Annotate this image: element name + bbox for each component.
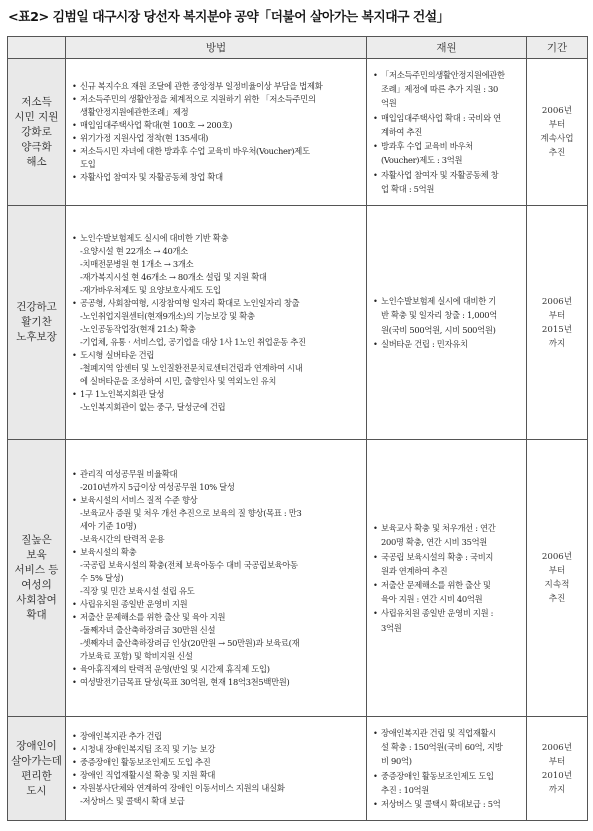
list-item: • 장애인복지관 추가 건립 <box>72 730 362 743</box>
period-cell <box>527 717 588 821</box>
list-item: -2010년까지 5급이상 여성공무원 10% 달성 <box>80 481 235 492</box>
funding-list <box>367 294 526 351</box>
list-item: • 중증장애인 활동보조인제도 도입 추진 <box>72 756 362 769</box>
period-line: 부터 <box>548 756 566 767</box>
category-line: 장애인이 <box>16 739 57 752</box>
period-line: 2006년 <box>541 296 573 307</box>
list-item: 원과 연계하여 추진 <box>381 565 448 576</box>
funding-cell <box>367 717 527 821</box>
list-item: 200명 확충, 연간 시비 35억원 <box>381 537 488 548</box>
period-line: 지속적 <box>544 580 570 590</box>
list-item: • 보육시설의 서비스 질적 수준 향상 <box>72 494 362 507</box>
period-line: 2010년 <box>541 770 573 781</box>
category-line: 도시 <box>26 784 47 797</box>
funding-cell <box>367 206 527 440</box>
period-line: 2006년 <box>541 106 573 116</box>
method-list <box>66 232 366 414</box>
list-item: • 시청내 장애인복지팀 조직 및 기능 보강 <box>72 743 362 756</box>
list-item: 수 5% 달성) <box>80 572 124 583</box>
list-item: • 저소득주민의 생활안정을 체계적으로 지원하기 위한 「저소득주민의 <box>72 93 362 106</box>
category-line: 확대 <box>26 609 47 621</box>
list-item: 억원 <box>381 98 397 109</box>
list-item: 반 확충 및 일자리 창출 : 1,000억 <box>381 310 497 321</box>
list-item: -보육시간의 탄력적 운용 <box>80 533 165 544</box>
list-item: -치매전문병원 현 1개소 → 3개소 <box>80 258 194 269</box>
header-funding: 재원 <box>367 37 527 59</box>
list-item: • 사립유치원 종일반 운영비 지원 : <box>373 606 522 620</box>
funding-list <box>367 726 526 811</box>
category-line: 서비스 등 <box>14 564 59 576</box>
list-item: -노인복지회관이 없는 중구, 달성군에 건립 <box>80 401 226 412</box>
list-item: 육아 지원 : 연간 시비 40억원 <box>381 594 483 605</box>
list-item: • 육아휴직제의 탄력적 운영(반일 및 시간제 휴직제 도입) <box>72 663 362 676</box>
method-list <box>66 730 366 808</box>
list-item: • 여성발전기금목표 달성(목표 30억원, 현재 18억3천5백만원) <box>72 676 362 689</box>
period-line: 추진 <box>548 594 566 604</box>
period-cell <box>527 59 588 206</box>
list-item: 가보육료 포함) 및 학비지원 신설 <box>80 650 193 661</box>
list-item: • 실버타운 건립 : 민자유치 <box>373 337 522 351</box>
list-item: 도입 <box>80 159 96 169</box>
list-item: 원(국비 500억원, 시비 500억원) <box>381 324 496 335</box>
header-method: 방법 <box>66 37 367 59</box>
list-item: • 저상버스 및 콜택시 확대보급 : 5억 <box>373 797 522 811</box>
list-item: • 보육시설의 확충 <box>72 546 362 559</box>
list-item: -보육교사 증원 및 처우 개선 추진으로 보육의 질 향상(목표 : 만3 <box>80 507 302 518</box>
category-line: 편리한 <box>21 769 52 782</box>
category-line: 보육 <box>26 549 47 561</box>
list-item: • 저출산 문제해소를 위한 출산 및 육아 지원 <box>72 611 362 624</box>
header-category <box>8 37 66 59</box>
list-item: -둘째자녀 출산축하장려금 30만원 신설 <box>80 624 216 635</box>
list-item: -재가바우처제도 및 요양보호사제도 도입 <box>80 284 221 295</box>
list-item: • 중증장애인 활동보조인제도 도입 <box>373 769 522 783</box>
period-cell <box>527 440 588 717</box>
list-item: 설 확충 : 150억원(국비 60억, 지방 <box>381 742 503 753</box>
table-row <box>8 440 588 717</box>
list-item: -기업체, 유통 · 서비스업, 공기업을 대상 1사 1노인 취업운동 추진 <box>80 336 306 347</box>
list-item: -셋째자녀 출산축하장려금 인상(20만원 → 50만원)과 보육료(재 <box>80 637 300 648</box>
category-cell <box>8 59 66 206</box>
list-item: -요양시설 현 22개소 → 40개소 <box>80 245 188 256</box>
table-row <box>8 59 588 206</box>
welfare-pledge-table <box>7 36 588 821</box>
category-line: 강화로 <box>21 125 52 138</box>
funding-cell <box>367 59 527 206</box>
header-period: 기간 <box>527 37 588 59</box>
category-line: 건강하고 <box>16 301 57 313</box>
category-line: 질높은 <box>21 534 52 546</box>
list-item: • 도시형 실버타운 건립 <box>72 349 362 362</box>
list-item: • 자원봉사단체와 연계하여 장애인 이동서비스 지원의 내실화 <box>72 782 362 795</box>
header-row <box>8 37 588 59</box>
period-line: 부터 <box>548 120 566 130</box>
list-item: 계하여 추진 <box>381 126 422 137</box>
list-item: 3억원 <box>381 622 402 633</box>
list-item: • 자활사업 참여자 및 자활공동체 창 <box>373 168 522 182</box>
category-line: 여성의 <box>21 579 52 591</box>
list-item: 조례」제정에 따른 추가 지원 : 30 <box>381 84 499 95</box>
list-item: -국공립 보육시설의 확충(전체 보육아동수 대비 국공립보육아동 <box>80 559 298 570</box>
period-line: 2006년 <box>541 552 573 562</box>
period-line: 2015년 <box>541 324 573 335</box>
category-line: 살아가는데 <box>11 754 62 767</box>
list-item: -직장 및 민간 보육시설 설립 유도 <box>80 585 195 596</box>
table-row <box>8 206 588 440</box>
category-line: 노후보장 <box>16 331 57 343</box>
list-item: • 국공립 보육시설의 확충 : 국비지 <box>373 550 522 564</box>
period-line: 계속사업 <box>540 134 574 144</box>
list-item: • 사립유치원 종일반 운영비 지원 <box>72 598 362 611</box>
list-item: 생활안정지원에관한조례」제정 <box>80 107 189 117</box>
period-line: 부터 <box>548 310 566 321</box>
period-cell <box>527 206 588 440</box>
list-item: • 장애인 직업재활시설 확충 및 지원 확대 <box>72 769 362 782</box>
list-item: • 매입임대주택사업 확대(현 100호 → 200호) <box>72 119 362 132</box>
category-line: 양극화 <box>21 140 52 153</box>
category-line: 사회참여 <box>16 594 57 606</box>
period-line: 까지 <box>548 338 566 349</box>
list-item: 세아 기준 10명) <box>80 520 137 531</box>
category-line: 시민 지원 <box>14 110 59 123</box>
list-item: -저상버스 및 콜택시 확대 보급 <box>80 795 185 806</box>
method-cell <box>66 59 367 206</box>
table-row <box>8 717 588 821</box>
method-cell <box>66 717 367 821</box>
category-line: 해소 <box>26 155 47 168</box>
category-cell <box>8 717 66 821</box>
list-item: 에 실버타운을 조성하여 시민, 출향인사 및 역외노인 유치 <box>80 375 277 386</box>
category-cell <box>8 206 66 440</box>
method-cell <box>66 440 367 717</box>
list-item: • 매입임대주택사업 확대 : 국비와 연 <box>373 111 522 125</box>
list-item: • 보육교사 확충 및 처우개선 : 연간 <box>373 521 522 535</box>
list-item: • 위기가정 지원사업 정착(현 135세대) <box>72 132 362 145</box>
method-list <box>66 468 366 689</box>
list-item: • 저소득시민 자녀에 대한 방과후 수업 교육비 바우처(Voucher)제도 <box>72 145 362 158</box>
list-item: • 신규 복지수요 재원 조달에 관한 중앙정부 일정비율이상 부담을 법제화 <box>72 80 362 93</box>
list-item: • 공공형, 사회참여형, 시장참여형 일자리 확대로 노인일자리 창출 <box>72 297 362 310</box>
list-item: 비 90억) <box>381 756 412 767</box>
list-item: • 방과후 수업 교육비 바우처 <box>373 139 522 153</box>
list-item: -노인취업지원센터(현재9개소)의 기능보강 및 확충 <box>80 310 255 321</box>
list-item: -노인공동작업장(현재 21소) 확충 <box>80 323 196 334</box>
category-line: 활기찬 <box>21 316 52 328</box>
period-line: 부터 <box>548 566 566 576</box>
list-item: • 장애인복지관 건립 및 직업재활시 <box>373 726 522 740</box>
list-item: • 「저소득주민의생활안정지원에관한 <box>373 68 522 82</box>
list-item: 추진 : 10억원 <box>381 784 429 795</box>
method-cell <box>66 206 367 440</box>
category-cell <box>8 440 66 717</box>
list-item: • 1구 1노인복지회관 달성 <box>72 388 362 401</box>
funding-cell <box>367 440 527 717</box>
list-item: • 자활사업 참여자 및 자활공동체 창업 확대 <box>72 171 362 184</box>
funding-list <box>367 521 526 635</box>
list-item: • 노인수발보험제 실시에 대비한 기 <box>373 294 522 308</box>
table-title: <표2> 김범일 대구시장 당선자 복지분야 공약「더불어 살아가는 복지대구 건설」 <box>8 10 449 25</box>
period-line: 2006년 <box>541 742 573 753</box>
period-line: 까지 <box>548 784 566 795</box>
method-list <box>66 80 366 184</box>
list-item: (Voucher)제도 : 3억원 <box>381 155 463 166</box>
period-line: 추진 <box>548 148 566 158</box>
category-line: 저소득 <box>21 95 52 108</box>
funding-list <box>367 68 526 196</box>
list-item: • 노인수발보험제도 실시에 대비한 기반 확충 <box>72 232 362 245</box>
list-item: -철폐지역 암센터 및 노인질환전문치료센터건립과 연계하여 시내 <box>80 362 303 373</box>
list-item: • 저출산 문제해소를 위한 출산 및 <box>373 578 522 592</box>
list-item: • 관리직 여성공무원 비율확대 <box>72 468 362 481</box>
list-item: 업 확대 : 5억원 <box>381 183 435 194</box>
list-item: -재가복지시설 현 46개소 → 80개소 설립 및 지원 확대 <box>80 271 267 282</box>
